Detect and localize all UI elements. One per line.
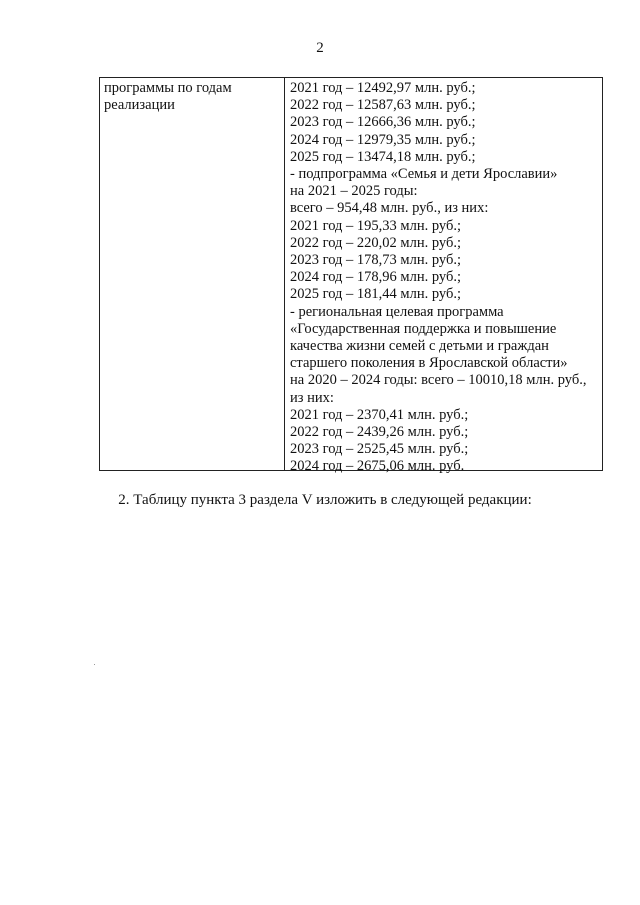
table-value-line: 2024 год – 12979,35 млн. руб.; xyxy=(290,131,476,148)
table-value-line: всего – 954,48 млн. руб., из них: xyxy=(290,200,489,217)
table-value-line: качества жизни семей с детьми и граждан xyxy=(290,338,549,355)
table-value-line: 2022 год – 12587,63 млн. руб.; xyxy=(290,97,476,114)
table-value-line: - региональная целевая программа xyxy=(290,303,504,320)
table-value-line: 2025 год – 181,44 млн. руб.; xyxy=(290,286,461,303)
table-value-line: 2021 год – 195,33 млн. руб.; xyxy=(290,217,461,234)
table-value-line: 2021 год – 2370,41 млн. руб.; xyxy=(290,406,469,423)
table-value-line: 2023 год – 178,73 млн. руб.; xyxy=(290,252,461,269)
table-value-line: 2024 год – 178,96 млн. руб.; xyxy=(290,269,461,286)
table-value-line: - подпрограмма «Семья и дети Ярославии» xyxy=(290,166,558,183)
page-number: 2 xyxy=(316,40,324,56)
table-value-line: 2024 год – 2675,06 млн. руб. xyxy=(290,458,465,475)
table-value-line: 2025 год – 13474,18 млн. руб.; xyxy=(290,148,476,165)
table-value-line: 2022 год – 220,02 млн. руб.; xyxy=(290,234,461,251)
table-value-line: 2022 год – 2439,26 млн. руб.; xyxy=(290,424,469,441)
table-label-line: программы по годам xyxy=(104,80,232,96)
table-value-line: 2023 год – 12666,36 млн. руб.; xyxy=(290,114,476,131)
scan-speck xyxy=(94,664,95,665)
table-value-line: старшего поколения в Ярославской области» xyxy=(290,355,568,372)
funding-table xyxy=(99,77,603,475)
table-value-line: 2021 год – 12492,97 млн. руб.; xyxy=(290,80,476,96)
table-value-cell xyxy=(285,78,602,475)
table-label-line: реализации xyxy=(104,97,175,113)
table-value-line: «Государственная поддержка и повышение xyxy=(290,320,557,337)
table-value-line: из них: xyxy=(290,389,334,406)
table-value-line: на 2021 – 2025 годы: xyxy=(290,183,418,200)
amendment-paragraph: 2. Таблицу пункта 3 раздела V изложить в следующей редакции: xyxy=(118,492,532,508)
table-label-cell xyxy=(100,78,285,470)
table-value-line: 2023 год – 2525,45 млн. руб.; xyxy=(290,441,469,458)
table-value-line: на 2020 – 2024 годы: всего – 10010,18 млн. руб., xyxy=(290,372,587,389)
